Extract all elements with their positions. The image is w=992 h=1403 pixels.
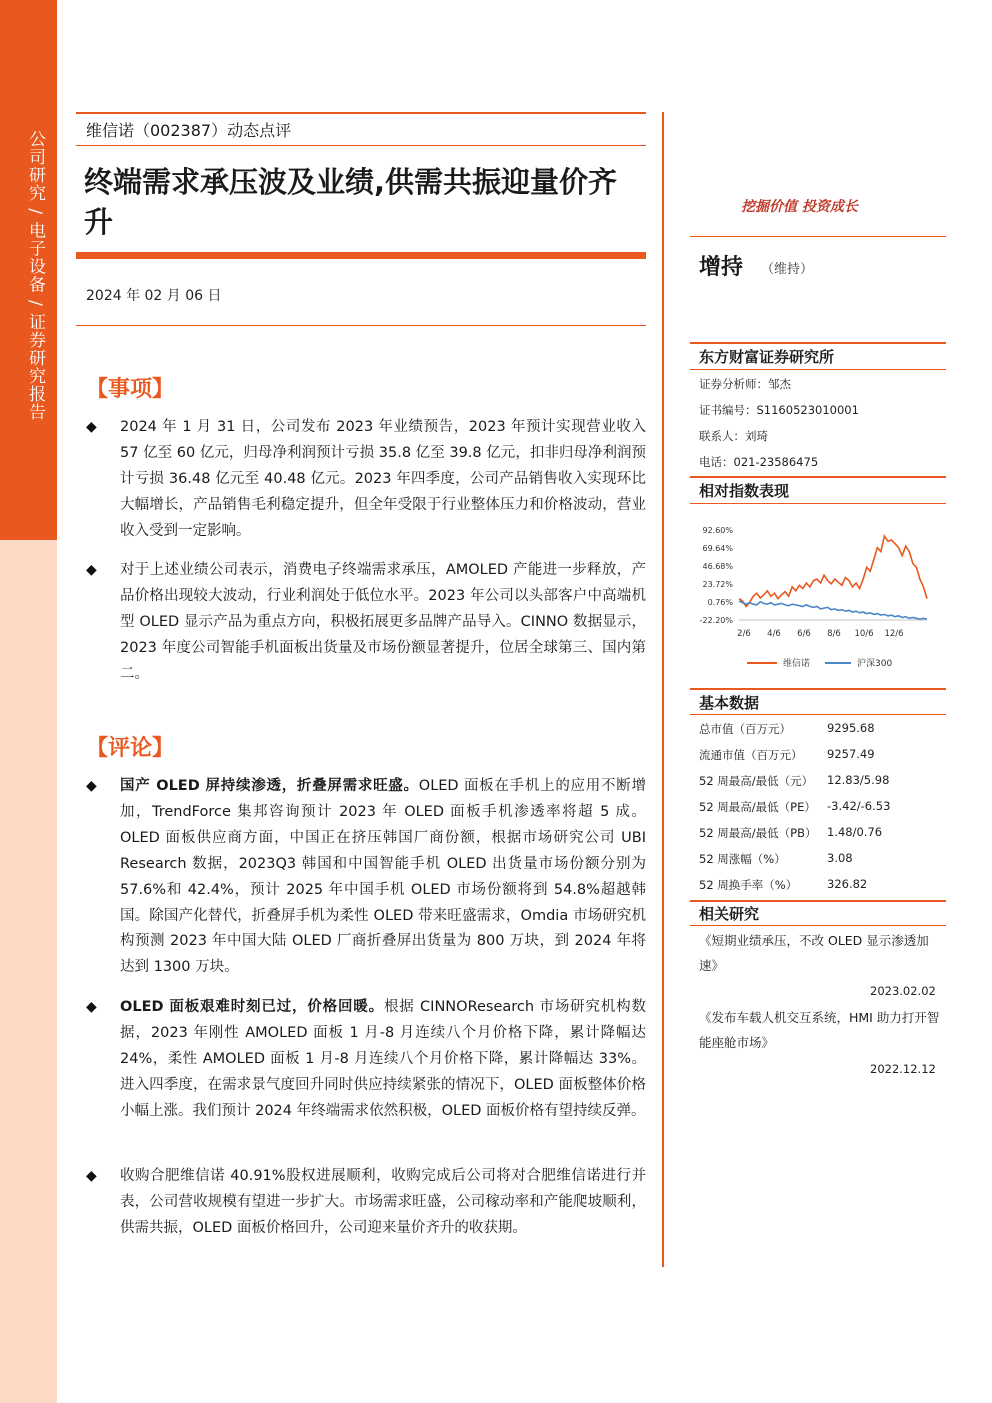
slogan: 挖掘价值 投资成长 bbox=[741, 199, 858, 215]
institute-bottom-rule bbox=[690, 369, 946, 370]
side-category-label: 公司研究 / 电子设备 / 证券研究报告 bbox=[25, 130, 45, 422]
y-tick-label: 69.64% bbox=[702, 544, 733, 553]
relative-index-chart bbox=[695, 520, 945, 680]
related-top-rule bbox=[690, 900, 946, 902]
bullet-diamond-icon: ◆ bbox=[86, 778, 97, 794]
x-tick-label: 2/6 bbox=[737, 629, 751, 639]
related-report-title[interactable]: 《短期业绩承压，不改 OLED 显示渗透加速》 bbox=[699, 933, 929, 973]
basic-data-label: 52 周换手率（%） bbox=[699, 878, 798, 892]
report-title: 终端需求承压波及业绩,供需共振迎量价齐升 bbox=[84, 165, 618, 239]
basic-data-label: 52 周涨幅（%） bbox=[699, 852, 786, 866]
basic-data-label: 52 周最高/最低（PE） bbox=[699, 800, 816, 814]
x-tick-label: 10/6 bbox=[854, 629, 874, 639]
related-report-date: 2023.02.02 bbox=[870, 984, 936, 998]
comment-body: OLED 面板在手机上的应用不断增加，TrendForce 集邦咨询预计 2023 年 OLED 面板手机渗透率将超 5 成。OLED 面板供应商方面，中国正在挤压韩国厂商份额，根据市场研究公司 UBI Research 数据，2023Q3 韩国和中国智能手机 OLED 出货量市场份额分别为 57.6%和 42.4%，预计 2025 年中国手机 OLED 市场份额将到 54.8%超越韩国。除国产化替代，折叠屏手机为柔性 OLED 带来旺盛需求，Omdia 市场研究机构预测 2023 年中国大陆 OLED 厂商折叠屏出货量为 800 万块，到 2024 年将达到 1300 万块。 bbox=[120, 778, 646, 976]
bullet-diamond-icon: ◆ bbox=[86, 999, 97, 1015]
basic-heading: 基本数据 bbox=[699, 694, 760, 712]
comment-item bbox=[86, 1164, 646, 1242]
slogan-underline bbox=[690, 236, 946, 237]
legend-label-index: 沪深300 bbox=[857, 659, 893, 669]
related-report-date: 2022.12.12 bbox=[870, 1062, 936, 1076]
comment-item bbox=[86, 774, 646, 981]
comment-body: 根据 CINNOResearch 市场研究机构数据，2023 年刚性 AMOLED 面板 1 月-8 月连续八个月价格下降，累计降幅达 24%，柔性 AMOLED 面板 1 月-8 月连续八个月价格下降，累计降幅达 33%。进入四季度，在需求景气度回升同时供应持续紧张的情况下，OLED 面板整体价格小幅上涨。我们预计 2024 年终端需求依然积极，OLED 面板价格有望持续反弹。 bbox=[120, 999, 646, 1119]
event-item bbox=[86, 415, 646, 545]
header-underline bbox=[76, 145, 646, 146]
institute-name: 东方财富证券研究所 bbox=[699, 348, 835, 366]
top-rule bbox=[76, 112, 646, 114]
contact: 联系人：刘琦 bbox=[699, 429, 768, 443]
basic-data-value: 9295.68 bbox=[827, 721, 875, 735]
series-line-stock bbox=[739, 536, 927, 607]
series-line-index bbox=[739, 601, 927, 619]
bullet-diamond-icon: ◆ bbox=[86, 562, 97, 578]
chart-bottom-rule bbox=[690, 503, 946, 504]
comment-text bbox=[120, 774, 646, 981]
event-text: 2024 年 1 月 31 日，公司发布 2023 年业绩预告，2023 年预计实现营业收入 57 亿至 60 亿元，归母净利润预计亏损 35.8 亿至 39.8 亿元，扣非归母净利润预计亏损 36.48 亿元至 40.48 亿元。2023 年四季度，公司产品销售收入实现环比大幅增长，产品销售毛利稳定提升，但全年受限于行业整体压力和价格波动，营业收入受到一定影响。 bbox=[120, 419, 646, 539]
events-heading: 【事项】 bbox=[86, 377, 175, 402]
phone: 电话：021-23586475 bbox=[699, 455, 819, 469]
rating-note: （维持） bbox=[761, 262, 814, 277]
x-tick-label: 8/6 bbox=[827, 629, 841, 639]
related-heading: 相关研究 bbox=[699, 905, 760, 923]
x-tick-label: 4/6 bbox=[767, 629, 781, 639]
report-tag: 维信诺（002387）动态点评 bbox=[86, 121, 292, 140]
basic-bottom-rule bbox=[690, 714, 946, 715]
y-tick-label: 46.68% bbox=[702, 562, 733, 571]
basic-data-value: 3.08 bbox=[827, 851, 853, 865]
basic-data-value: 326.82 bbox=[827, 877, 868, 891]
basic-data-value: 12.83/5.98 bbox=[827, 773, 890, 787]
column-divider bbox=[662, 112, 664, 1267]
basic-data-label: 流通市值（百万元） bbox=[699, 748, 803, 762]
basic-data-label: 总市值（百万元） bbox=[699, 722, 791, 736]
basic-data-label: 52 周最高/最低（元） bbox=[699, 774, 814, 788]
y-tick-label: 23.72% bbox=[702, 580, 733, 589]
related-bottom-rule bbox=[690, 925, 946, 926]
y-tick-label: 92.60% bbox=[702, 526, 733, 535]
title-bar bbox=[76, 252, 646, 259]
event-text: 对于上述业绩公司表示，消费电子终端需求承压，AMOLED 产能进一步释放，产品价格出现较大波动，行业利润处于低位水平。2023 年公司以头部客户中高端机型 OLED 显示产品为重点方向，积极拓展更多品牌产品导入。CINNO 数据显示，2023 年度公司智能手机面板出货量及市场份额显著提升，位居全球第三、国内第二。 bbox=[120, 562, 646, 682]
certificate: 证书编号：S1160523010001 bbox=[699, 403, 859, 417]
related-report-title[interactable]: 《发布车载人机交互系统，HMI 助力打开智能座舱市场》 bbox=[699, 1010, 940, 1050]
institute-top-rule bbox=[690, 342, 946, 344]
legend-label-stock: 维信诺 bbox=[783, 659, 811, 669]
comment-text bbox=[120, 995, 646, 1125]
basic-data-value: 9257.49 bbox=[827, 747, 875, 761]
y-tick-label: -22.20% bbox=[699, 616, 733, 625]
comments-heading: 【评论】 bbox=[86, 736, 175, 761]
basic-top-rule bbox=[690, 688, 946, 690]
comment-text bbox=[120, 1164, 646, 1242]
chart-top-rule bbox=[690, 476, 946, 478]
event-item bbox=[86, 558, 646, 688]
basic-data-value: 1.48/0.76 bbox=[827, 825, 883, 839]
x-tick-label: 6/6 bbox=[797, 629, 811, 639]
comment-body: 收购合肥维信诺 40.91%股权进展顺利，收购完成后公司将对合肥维信诺进行并表，公司营收规模有望进一步扩大。市场需求旺盛，公司稼动率和产能爬坡顺利，供需共振，OLED 面板价格回升，公司迎来量价齐升的收获期。 bbox=[120, 1168, 646, 1236]
y-tick-label: 0.76% bbox=[707, 598, 733, 607]
x-tick-label: 12/6 bbox=[884, 629, 904, 639]
basic-data-label: 52 周最高/最低（PB） bbox=[699, 826, 817, 840]
date-underline bbox=[76, 325, 646, 326]
bullet-diamond-icon: ◆ bbox=[86, 1168, 97, 1184]
comment-item bbox=[86, 995, 646, 1125]
rating: 增持 bbox=[699, 255, 744, 280]
comment-lead: OLED 面板艰难时刻已过，价格回暖。 bbox=[120, 999, 384, 1015]
analyst: 证券分析师：邹杰 bbox=[699, 377, 791, 391]
basic-data-value: -3.42/-6.53 bbox=[827, 799, 891, 813]
bullet-diamond-icon: ◆ bbox=[86, 419, 97, 435]
chart-heading: 相对指数表现 bbox=[699, 482, 790, 500]
comment-lead: 国产 OLED 屏持续渗透，折叠屏需求旺盛。 bbox=[120, 778, 419, 794]
report-date: 2024 年 02 月 06 日 bbox=[86, 288, 222, 304]
